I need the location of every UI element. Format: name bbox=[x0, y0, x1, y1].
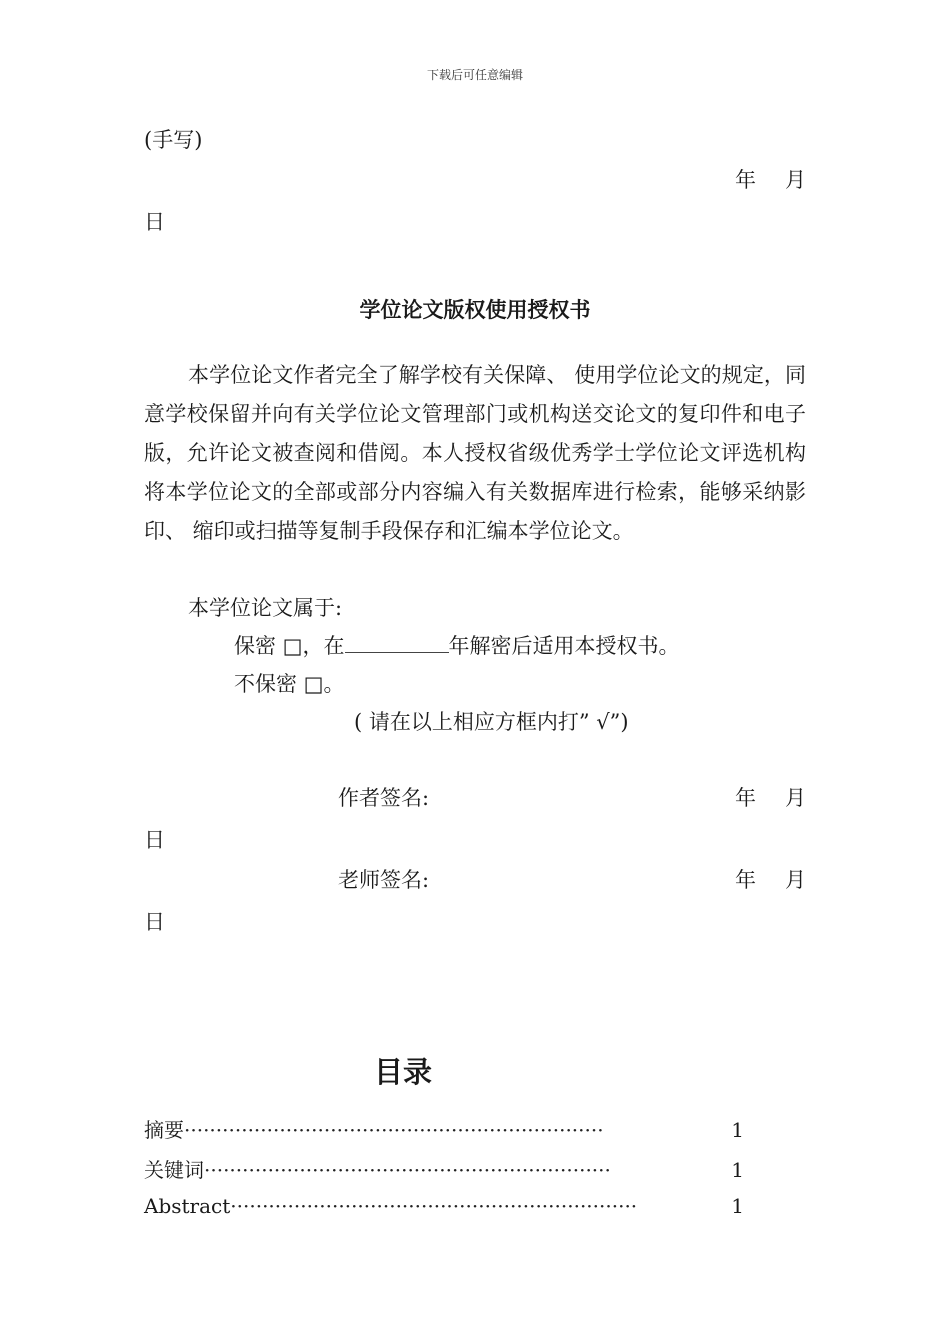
author-sign-day: 日 bbox=[144, 828, 165, 852]
author-sign-month: 月 bbox=[785, 786, 806, 810]
document-title: 学位论文版权使用授权书 bbox=[359, 298, 591, 322]
secret-option bbox=[234, 630, 680, 660]
author-signature-label: 作者签名: bbox=[338, 786, 430, 810]
toc-entry-leader: ·································································· bbox=[184, 1118, 604, 1142]
toc-entry-label: Abstract bbox=[144, 1194, 231, 1218]
toc-entry-page: 1 bbox=[731, 1118, 744, 1142]
toc-entry-leader: ································································ bbox=[204, 1158, 611, 1182]
date-month: 月 bbox=[785, 168, 806, 192]
date-day: 日 bbox=[144, 210, 165, 234]
toc-entry-page: 1 bbox=[731, 1194, 744, 1218]
toc-entry-label: 摘要 bbox=[144, 1118, 184, 1142]
teacher-sign-year: 年 bbox=[735, 868, 756, 892]
toc-entry[interactable] bbox=[144, 1194, 744, 1218]
toc-entry-page: 1 bbox=[731, 1158, 744, 1182]
checkbox-instruction: ( 请在以上相应方框内打” √”) bbox=[354, 710, 629, 734]
teacher-sign-day: 日 bbox=[144, 910, 165, 934]
toc-entry[interactable] bbox=[144, 1114, 744, 1143]
toc-entry[interactable] bbox=[144, 1154, 744, 1183]
toc-entry-label: 关键词 bbox=[144, 1158, 204, 1182]
header-note: 下载后可任意编辑 bbox=[426, 68, 523, 82]
year-blank[interactable] bbox=[345, 636, 449, 653]
authorization-paragraph: 本学位论文作者完全了解学校有关保障、 使用学位论文的规定，同意学校保留并向有关学位论文管理部门或机构送交论文的复印件和电子版，允许论文被查阅和借阅。本人授权省级优秀学士学位论文评选机构将本学位论文的全部或部分内容编入有关数据库进行检索，能够采纳影印、 缩印或扫描等复制手段保存和汇编本学位论文。 bbox=[144, 363, 806, 543]
belongs-label: 本学位论文属于: bbox=[188, 596, 343, 620]
toc-title: 目录 bbox=[373, 1055, 432, 1089]
handwritten-label: (手写) bbox=[144, 128, 203, 152]
teacher-signature-label: 老师签名: bbox=[338, 868, 430, 892]
secret-option-prefix: 保密 □，在 bbox=[234, 634, 345, 658]
secret-option-suffix: 年解密后适用本授权书。 bbox=[448, 634, 680, 658]
not-secret-option: 不保密 □。 bbox=[234, 672, 345, 696]
date-year: 年 bbox=[735, 168, 756, 192]
toc-entry-leader: ································································ bbox=[230, 1194, 638, 1218]
author-sign-year: 年 bbox=[735, 786, 756, 810]
teacher-sign-month: 月 bbox=[785, 868, 806, 892]
